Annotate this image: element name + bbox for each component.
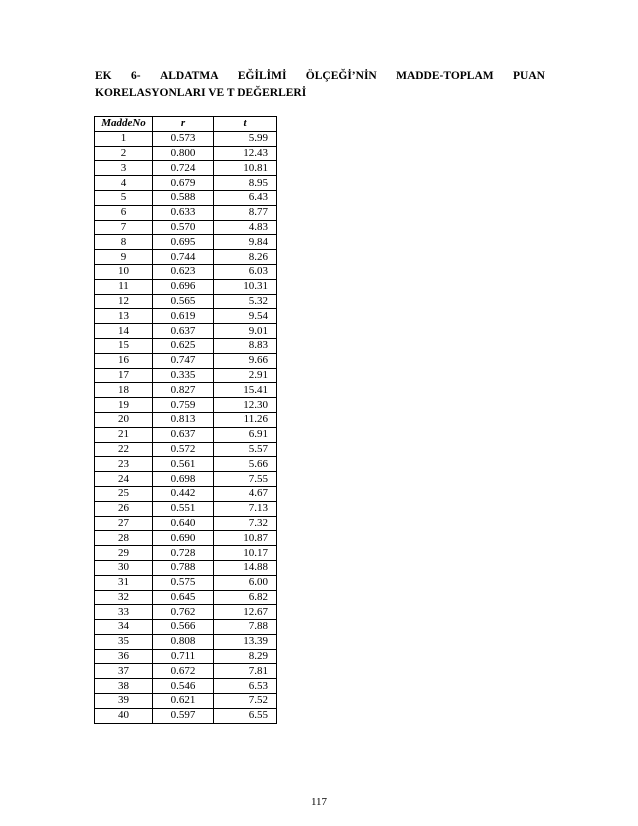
t-value-cell: 10.81 <box>214 161 277 176</box>
t-value-cell: 15.41 <box>214 383 277 398</box>
item-number-cell: 1 <box>95 131 153 146</box>
r-value-cell: 0.724 <box>153 161 214 176</box>
r-value-cell: 0.546 <box>153 679 214 694</box>
table-row <box>95 131 277 146</box>
item-number-cell: 23 <box>95 457 153 472</box>
t-value-cell: 12.67 <box>214 605 277 620</box>
t-value-cell: 5.66 <box>214 457 277 472</box>
table-row <box>95 516 277 531</box>
r-value-cell: 0.633 <box>153 205 214 220</box>
t-value-cell: 6.91 <box>214 427 277 442</box>
table-row <box>95 176 277 191</box>
r-value-cell: 0.762 <box>153 605 214 620</box>
r-value-cell: 0.728 <box>153 546 214 561</box>
r-value-cell: 0.588 <box>153 190 214 205</box>
r-value-cell: 0.747 <box>153 353 214 368</box>
item-total-correlation-table <box>94 116 277 724</box>
heading-word: ÖLÇEĞİ’NİN <box>305 70 377 82</box>
t-value-cell: 5.99 <box>214 131 277 146</box>
table-row <box>95 634 277 649</box>
appendix-heading <box>95 68 545 102</box>
table-header-row <box>95 117 277 132</box>
t-value-cell: 8.26 <box>214 250 277 265</box>
item-number-cell: 11 <box>95 279 153 294</box>
r-value-cell: 0.572 <box>153 442 214 457</box>
table-row <box>95 412 277 427</box>
table-row <box>95 486 277 501</box>
table-row <box>95 560 277 575</box>
item-number-cell: 34 <box>95 620 153 635</box>
item-number-cell: 12 <box>95 294 153 309</box>
item-number-cell: 31 <box>95 575 153 590</box>
table-row <box>95 457 277 472</box>
heading-word: EK <box>95 70 112 82</box>
table-row <box>95 294 277 309</box>
t-value-cell: 11.26 <box>214 412 277 427</box>
column-header-t: t <box>214 117 277 132</box>
r-value-cell: 0.566 <box>153 620 214 635</box>
item-number-cell: 29 <box>95 546 153 561</box>
item-number-cell: 40 <box>95 708 153 723</box>
heading-word: EĞİLİMİ <box>237 70 287 82</box>
r-value-cell: 0.800 <box>153 146 214 161</box>
r-value-cell: 0.640 <box>153 516 214 531</box>
r-value-cell: 0.335 <box>153 368 214 383</box>
r-value-cell: 0.672 <box>153 664 214 679</box>
t-value-cell: 7.88 <box>214 620 277 635</box>
table-row <box>95 338 277 353</box>
table-row <box>95 309 277 324</box>
t-value-cell: 13.39 <box>214 634 277 649</box>
table-row <box>95 649 277 664</box>
table-row <box>95 427 277 442</box>
r-value-cell: 0.637 <box>153 324 214 339</box>
item-number-cell: 3 <box>95 161 153 176</box>
table-row <box>95 220 277 235</box>
t-value-cell: 7.13 <box>214 501 277 516</box>
r-value-cell: 0.759 <box>153 398 214 413</box>
item-number-cell: 18 <box>95 383 153 398</box>
t-value-cell: 8.77 <box>214 205 277 220</box>
table-row <box>95 708 277 723</box>
t-value-cell: 8.83 <box>214 338 277 353</box>
table-row <box>95 605 277 620</box>
item-number-cell: 28 <box>95 531 153 546</box>
item-number-cell: 5 <box>95 190 153 205</box>
column-header-item-no: MaddeNo <box>95 117 153 132</box>
table-row <box>95 501 277 516</box>
item-number-cell: 13 <box>95 309 153 324</box>
table-body <box>95 131 277 723</box>
r-value-cell: 0.621 <box>153 694 214 709</box>
table-row <box>95 472 277 487</box>
page-number: 117 <box>310 796 328 808</box>
r-value-cell: 0.561 <box>153 457 214 472</box>
t-value-cell: 9.54 <box>214 309 277 324</box>
r-value-cell: 0.575 <box>153 575 214 590</box>
table-row <box>95 531 277 546</box>
item-number-cell: 37 <box>95 664 153 679</box>
t-value-cell: 8.29 <box>214 649 277 664</box>
r-value-cell: 0.690 <box>153 531 214 546</box>
r-value-cell: 0.623 <box>153 264 214 279</box>
t-value-cell: 7.52 <box>214 694 277 709</box>
r-value-cell: 0.645 <box>153 590 214 605</box>
t-value-cell: 10.31 <box>214 279 277 294</box>
item-number-cell: 15 <box>95 338 153 353</box>
t-value-cell: 6.82 <box>214 590 277 605</box>
t-value-cell: 7.32 <box>214 516 277 531</box>
item-number-cell: 24 <box>95 472 153 487</box>
item-number-cell: 39 <box>95 694 153 709</box>
table-row <box>95 250 277 265</box>
item-number-cell: 10 <box>95 264 153 279</box>
table-row <box>95 679 277 694</box>
table-row <box>95 368 277 383</box>
t-value-cell: 12.30 <box>214 398 277 413</box>
item-number-cell: 36 <box>95 649 153 664</box>
item-number-cell: 38 <box>95 679 153 694</box>
item-number-cell: 27 <box>95 516 153 531</box>
heading-line-1 <box>95 68 545 85</box>
t-value-cell: 7.55 <box>214 472 277 487</box>
r-value-cell: 0.788 <box>153 560 214 575</box>
table-row <box>95 546 277 561</box>
t-value-cell: 2.91 <box>214 368 277 383</box>
item-number-cell: 32 <box>95 590 153 605</box>
t-value-cell: 14.88 <box>214 560 277 575</box>
table-row <box>95 146 277 161</box>
r-value-cell: 0.570 <box>153 220 214 235</box>
item-number-cell: 30 <box>95 560 153 575</box>
r-value-cell: 0.625 <box>153 338 214 353</box>
t-value-cell: 12.43 <box>214 146 277 161</box>
item-number-cell: 2 <box>95 146 153 161</box>
t-value-cell: 6.00 <box>214 575 277 590</box>
item-number-cell: 14 <box>95 324 153 339</box>
item-number-cell: 26 <box>95 501 153 516</box>
table-row <box>95 398 277 413</box>
item-number-cell: 35 <box>95 634 153 649</box>
item-number-cell: 21 <box>95 427 153 442</box>
r-value-cell: 0.808 <box>153 634 214 649</box>
item-number-cell: 16 <box>95 353 153 368</box>
item-number-cell: 19 <box>95 398 153 413</box>
t-value-cell: 4.67 <box>214 486 277 501</box>
t-value-cell: 10.87 <box>214 531 277 546</box>
item-number-cell: 7 <box>95 220 153 235</box>
table-row <box>95 205 277 220</box>
r-value-cell: 0.565 <box>153 294 214 309</box>
t-value-cell: 6.53 <box>214 679 277 694</box>
item-number-cell: 9 <box>95 250 153 265</box>
t-value-cell: 5.32 <box>214 294 277 309</box>
table-row <box>95 575 277 590</box>
r-value-cell: 0.442 <box>153 486 214 501</box>
item-number-cell: 25 <box>95 486 153 501</box>
r-value-cell: 0.573 <box>153 131 214 146</box>
item-number-cell: 17 <box>95 368 153 383</box>
table-row <box>95 324 277 339</box>
r-value-cell: 0.696 <box>153 279 214 294</box>
item-number-cell: 20 <box>95 412 153 427</box>
column-header-r: r <box>153 117 214 132</box>
r-value-cell: 0.744 <box>153 250 214 265</box>
item-number-cell: 4 <box>95 176 153 191</box>
table-row <box>95 190 277 205</box>
table-row <box>95 694 277 709</box>
item-number-cell: 8 <box>95 235 153 250</box>
r-value-cell: 0.679 <box>153 176 214 191</box>
t-value-cell: 5.57 <box>214 442 277 457</box>
item-number-cell: 22 <box>95 442 153 457</box>
r-value-cell: 0.813 <box>153 412 214 427</box>
item-number-cell: 33 <box>95 605 153 620</box>
r-value-cell: 0.711 <box>153 649 214 664</box>
r-value-cell: 0.597 <box>153 708 214 723</box>
table-row <box>95 279 277 294</box>
table-row <box>95 383 277 398</box>
r-value-cell: 0.551 <box>153 501 214 516</box>
t-value-cell: 7.81 <box>214 664 277 679</box>
item-number-cell: 6 <box>95 205 153 220</box>
heading-word: PUAN <box>512 70 545 82</box>
table-row <box>95 264 277 279</box>
t-value-cell: 9.01 <box>214 324 277 339</box>
heading-word: MADDE-TOPLAM <box>396 70 494 82</box>
r-value-cell: 0.637 <box>153 427 214 442</box>
r-value-cell: 0.695 <box>153 235 214 250</box>
t-value-cell: 4.83 <box>214 220 277 235</box>
t-value-cell: 6.03 <box>214 264 277 279</box>
heading-word: ALDATMA <box>159 70 219 82</box>
t-value-cell: 10.17 <box>214 546 277 561</box>
t-value-cell: 8.95 <box>214 176 277 191</box>
t-value-cell: 9.66 <box>214 353 277 368</box>
table-row <box>95 161 277 176</box>
t-value-cell: 6.55 <box>214 708 277 723</box>
table-row <box>95 235 277 250</box>
t-value-cell: 9.84 <box>214 235 277 250</box>
table-row <box>95 620 277 635</box>
table-row <box>95 353 277 368</box>
table-row <box>95 590 277 605</box>
t-value-cell: 6.43 <box>214 190 277 205</box>
r-value-cell: 0.827 <box>153 383 214 398</box>
heading-word: 6- <box>130 70 141 82</box>
table-row <box>95 442 277 457</box>
r-value-cell: 0.619 <box>153 309 214 324</box>
table-row <box>95 664 277 679</box>
heading-line-2: KORELASYONLARI VE T DEĞERLERİ <box>95 87 307 99</box>
r-value-cell: 0.698 <box>153 472 214 487</box>
